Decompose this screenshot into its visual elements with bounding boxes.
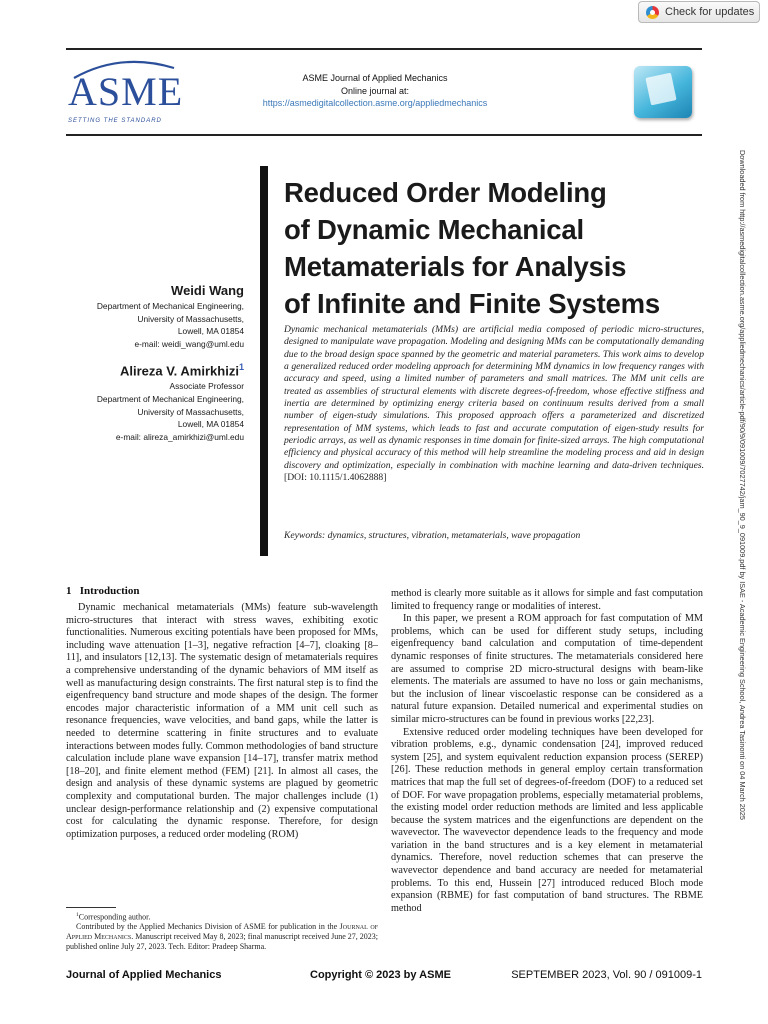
- asme-logo: [68, 58, 184, 128]
- footnote-corresponding: $^1$Corresponding author.: [76, 912, 151, 922]
- author-affiliation: Lowell, MA 01854: [177, 419, 244, 430]
- logo-wordmark: ASME: [68, 69, 184, 114]
- author-affiliation: University of Massachusetts,: [137, 313, 244, 324]
- article-title: [284, 174, 724, 322]
- paragraph: Extensive reduced order modeling techniques have been developed for vibration problems, e.g., dynamic condensation [24], improved reduced system [25], and system equivalent reduction expansion process (SEREP) [26]. These reduction methods in general employ certain transformation matrices that map the full set of degrees-of-freedom (DOF) to a reduced set of DOF. For wave propagation problems, especially metamaterial problems, the existing model order reduction methods are limited and less applicable because the system matrices and the eigenfunctions are dependent on the wavevector. The wavevector dependence leads to the frequency and mode variation in the band structures and is a key element in metamaterial dynamics. Therefore, novel reduction schemes that can preserve the wavevector dependence and band accuracy are needed for metamaterial problems. To this end, Hussein [27] introduced reduced Bloch mode expansion (RBME) for fast computation of band structures. The RBME method: [391, 726, 703, 914]
- footnotes: [66, 911, 378, 952]
- author-affiliation: Department of Mechanical Engineering,: [96, 301, 244, 311]
- author-title: Associate Professor: [169, 381, 244, 392]
- journal-cover-image: [634, 66, 692, 118]
- abstract: [284, 324, 704, 484]
- abstract-text: Dynamic mechanical metamaterials (MMs) are artificial media composed of periodic micro-structures, designed to manipulate wave propagation. Modeling and designing MMs can be computationally demanding due to the broad design space spanned by the geometric and material parameters. This work aims to develop a generalized reduced order modeling approach for determining MM dynamics in low frequency ranges with accuracy and speed, using a limited number of parameters and small matrices. The MM unit cells are treated as assemblies of structural elements with discrete degrees-of-freedom, whose effective stiffness and inertia are determined by optimizing energy criteria based on continuum results derived from a small number of eigen-study simulations. This proposed approach offers a parameterized and discretized representation of MM systems, which leads to fast and accurate computation of eigen-study results for periodic arrays, as well as dynamic responses in time domain for finite-sized arrays. The high computational efficiency and physical accuracy of this method will help streamline the modeling process and aid in design discovery and optimization, especially in combination with machine learning and data-driven techniques.: [284, 324, 704, 471]
- paragraph: method is clearly more suitable as it allows for simple and fast computation limited to frequency range or modalities of interest.: [391, 588, 703, 612]
- title-line: Metamaterials for Analysis: [284, 251, 627, 282]
- body-column-left: [66, 602, 378, 841]
- author-name: Alireza V. Amirkhizi$^1$: [119, 362, 244, 379]
- author-name: Weidi Wang: [171, 283, 244, 298]
- paragraph: In this paper, we present a ROM approach for fast computation of MM problems, which can be used for different study setups, including eigenfrequency band calculation and computation of time-dependent dynamic responses of finite structures. The metamaterials considered here are assumed to comprise 2D micro-structural designs with beam-like elements. The materials are assumed to have no loss or gain mechanisms, but the inclusion of linear viscoelastic response can be considered as a natural future expansion. Detailed numerical and experimental studies on similar micro-structures can be found in previous works [22,23].: [391, 613, 703, 725]
- section-heading: [66, 585, 139, 597]
- journal-name: ASME Journal of Applied Mechanics: [302, 73, 448, 83]
- title-vertical-bar: [260, 166, 268, 556]
- footer-page-info: SEPTEMBER 2023, Vol. 90 / 091009-1: [511, 969, 702, 981]
- author-email: e-mail: alireza_amirkhizi@uml.edu: [115, 431, 244, 442]
- keywords: Keywords: dynamics, structures, vibration, metamaterials, wave propagation: [284, 530, 581, 541]
- download-watermark: [733, 150, 749, 870]
- title-line: Reduced Order Modeling: [284, 177, 607, 208]
- journal-header: [250, 72, 500, 110]
- check-for-updates-button[interactable]: [638, 1, 760, 23]
- online-journal-label: Online journal at:: [340, 85, 410, 96]
- paragraph: Dynamic mechanical metamaterials (MMs) feature sub-wavelength micro-structures that interact with stress waves, exhibiting exotic functionalities. Numerous exciting potentials have been proposed for MMs, including wave attenuation [1–3], negative refraction [4–7], cloaking [8–11], and insulators [12,13]. The systematic design of metamaterials requires a comprehensive understanding of the dynamic behaviors of MM itself as well as manufacturing design constraints. The first natural step is to find the eigenfrequency band structure and mode shapes of the design. The former encodes major characteristic information of a MM unit cell such as resonance frequencies, wave velocities, and band gaps, while the latter is needed to determine scattering in finite structures and to evaluate interactions between modes fully. Common methodologies of band structure calculation include plane wave expansion [14–17], transfer matrix method [18–20], and finite element method (FEM) [21]. In almost all cases, the design and analysis of these dynamic systems are plagued by geometric complexity and computational burden. The major challenges include (1) unclear design-performance relationship and (2) expensive computational cost for calculating the dynamic response. Therefore, for design optimization purposes, a reduced order modeling (ROM): [66, 602, 378, 840]
- check-for-updates-label: Check for updates: [665, 6, 755, 18]
- download-watermark-text: Downloaded from http://asmedigitalcollection.asme.org/appliedmechanics/article-pdf/90/9/091009/7027742/jam_90_9_091009.pdf by ISAE - Academic Engineering School, Andrea Tasinonti on 04 March 2025: [738, 150, 747, 820]
- author-email: e-mail: weidi_wang@uml.edu: [134, 338, 244, 349]
- crossmark-icon: [646, 6, 659, 19]
- author-affiliation: University of Massachusetts,: [137, 406, 244, 417]
- journal-url-link[interactable]: https://asmedigitalcollection.asme.org/appliedmechanics: [262, 98, 488, 108]
- author-affiliation: Department of Mechanical Engineering,: [96, 393, 244, 404]
- body-column-right: [391, 588, 703, 915]
- title-line: of Dynamic Mechanical: [284, 214, 584, 245]
- author-affiliation: Lowell, MA 01854: [177, 326, 244, 337]
- header-top-rule: [66, 48, 702, 50]
- footer-copyright: Copyright © 2023 by ASME: [310, 969, 451, 981]
- doi-link[interactable]: [DOI: 10.1115/1.4062888]: [284, 472, 387, 484]
- author-block: [97, 358, 244, 443]
- footnote-history: Contributed by the Applied Mechanics Division of ASME for publication in the Journal of Applied Mechanics. Manuscript received May 8, 2023; final manuscript received June 27, 2023; published online July 27, 2023. Tech. Editor: Pradeep Sharma.: [66, 922, 378, 952]
- footnote-rule: [66, 907, 116, 908]
- author-block: [97, 282, 244, 350]
- title-line: of Infinite and Finite Systems: [284, 288, 660, 319]
- header-bottom-rule: [66, 134, 702, 136]
- footer-journal: Journal of Applied Mechanics: [66, 969, 222, 981]
- section-title: Introduction: [79, 585, 140, 597]
- section-number: 1: [66, 585, 72, 597]
- logo-tagline: SETTING THE STANDARD: [68, 118, 162, 124]
